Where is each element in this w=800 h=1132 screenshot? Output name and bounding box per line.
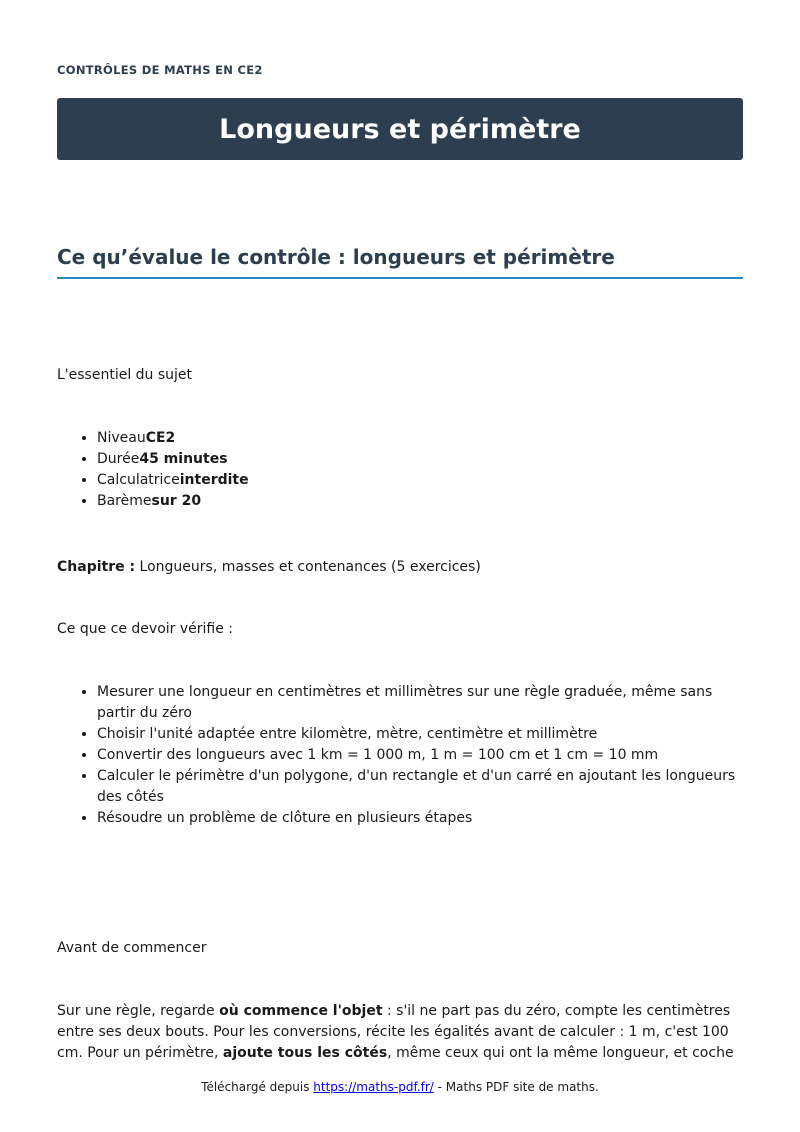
fact-label: Calculatrice [97,472,180,488]
fact-label: Barème [97,493,152,509]
advice-emphasis: ajoute tous les côtés [222,1045,388,1061]
list-item: • Choisir l'unité adaptée entre kilomètre, mètre, centimètre et millimètre [97,724,743,745]
list-item: • Calculer le périmètre d'un polygone, d'un rectangle et d'un carré en ajoutant les longueurs des côtés [97,766,743,808]
advice-text: Sur une règle, regarde [57,1003,220,1019]
essentials-list [57,428,743,512]
essentials-intro: L'essentiel du sujet [57,367,193,383]
list-item [97,491,743,512]
section-heading: Ce qu’évalue le contrôle : longueurs et périmètre [57,245,743,279]
footer-suffix: - Maths PDF site de maths. [433,1080,599,1094]
chapter-label: Chapitre : [57,559,136,575]
advice-emphasis: où commence l'objet [219,1003,383,1019]
fact-label: Durée [97,451,140,467]
list-item [97,470,743,491]
before-heading: Avant de commencer [57,940,207,956]
skills-list [57,682,743,829]
list-item [97,428,743,449]
list-item [97,449,743,470]
fact-label: Niveau [97,430,146,446]
fact-value: 45 minutes [139,451,228,467]
fact-value: CE2 [145,430,176,446]
list-item: • Résoudre un problème de clôture en plusieurs étapes [97,808,743,829]
title-banner [57,98,743,160]
fact-value: interdite [179,472,249,488]
page-title: Longueurs et périmètre [219,113,581,145]
series-kicker: CONTRÔLES DE MATHS EN CE2 [57,63,263,77]
chapter-line [57,557,743,578]
chapter-text: Longueurs, masses et contenances (5 exercices) [135,559,481,575]
verification-intro: Ce que ce devoir vérifie : [57,621,234,637]
page-footer [0,1080,800,1094]
list-item: • Mesurer une longueur en centimètres et millimètres sur une règle graduée, même sans partir du zéro [97,682,743,724]
footer-prefix: Téléchargé depuis [201,1080,314,1094]
list-item: • Convertir des longueurs avec 1 km = 1 000 m, 1 m = 100 cm et 1 cm = 10 mm [97,745,743,766]
advice-text: , même ceux qui ont la même longueur, et coche [387,1045,734,1061]
fact-value: sur 20 [151,493,202,509]
footer-link[interactable]: https://maths-pdf.fr/ [313,1080,434,1094]
advice-text: : s'il ne part pas du zéro, compte les centimètres entre ses deux bouts. Pour les conversions, récite les égalités avant de calculer : 1 m, c'est 100 cm. Pour un périmètre, [57,1003,731,1061]
advice-paragraph [57,1001,743,1064]
